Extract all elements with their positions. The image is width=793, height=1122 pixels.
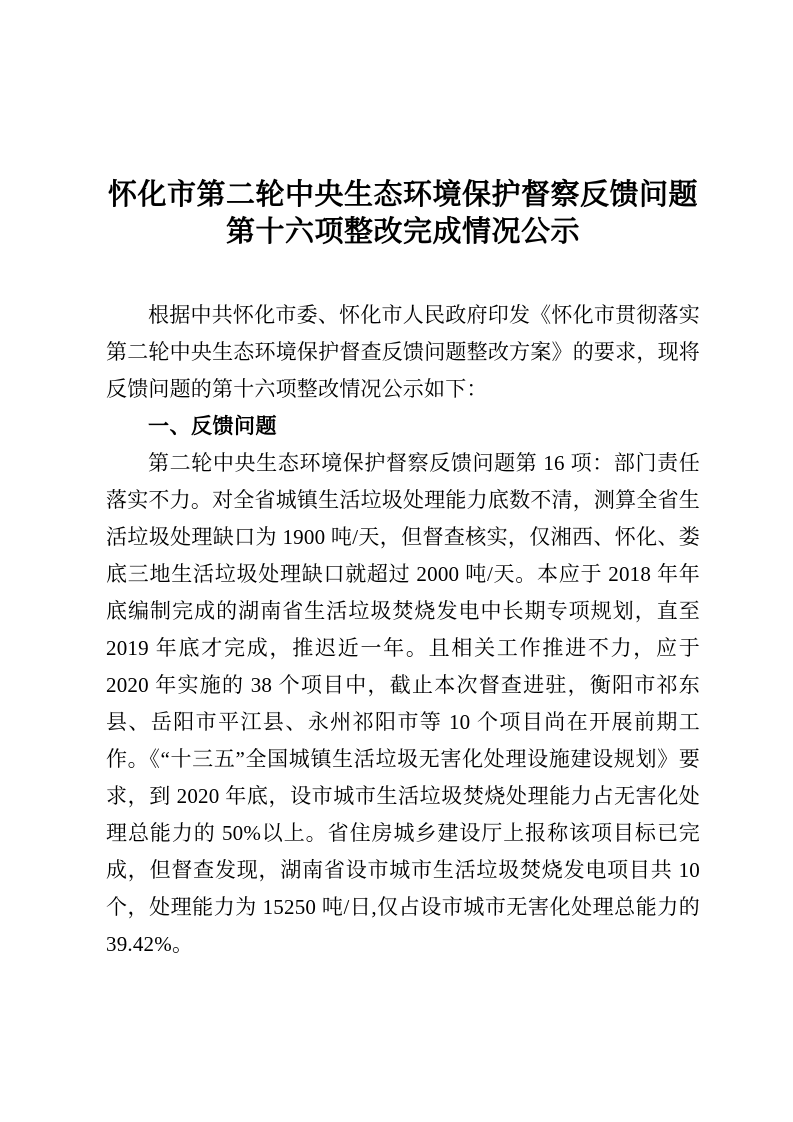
section-heading-feedback-problem: 一、反馈问题 (148, 415, 277, 438)
intro-paragraph: 根据中共怀化市委、怀化市人民政府印发《怀化市贯彻落实第二轮中央生态环境保护督查反馈问题整改方案》的要求，现将反馈问题的第十六项整改情况公示如下： (106, 303, 700, 401)
document-title-line-2: 第十六项整改完成情况公示 (225, 216, 580, 248)
section-body-paragraph: 第二轮中央生态环境保护督察反馈问题第 16 项：部门责任落实不力。对全省城镇生活垃圾处理能力底数不清，测算全省生活垃圾处理缺口为 1900 吨/天，但督查核实，仅湘西、怀化、娄底三地生活垃圾处理缺口就超过 2000 吨/天。本应于 2018 年年底编制完成的湖南省生活垃圾焚烧发电中长期专项规划，直至 2019 年底才完成，推迟近一年。且相关工作推进不力，应于 2020 年实施的 38 个项目中，截止本次督查进驻，衡阳市祁东县、岳阳市平江县、永州祁阳市等 10 个项目尚在开展前期工作。《“十三五”全国城镇生活垃圾无害化处理设施建设规划》要求，到 2020 年底，设市城市生活垃圾焚烧处理能力占无害化处理总能力的 50%以上。省住房城乡建设厅上报称该项目标已完成，但督查发现，湖南省设市城市生活垃圾焚烧发电项目共 10 个，处理能力为 15250 吨/日,仅占设市城市无害化处理总能力的 39.42%。 (106, 451, 700, 956)
document-title (106, 177, 700, 251)
document-title-line-1: 怀化市第二轮中央生态环境保护督察反馈问题 (107, 179, 698, 211)
document-content (106, 177, 700, 963)
